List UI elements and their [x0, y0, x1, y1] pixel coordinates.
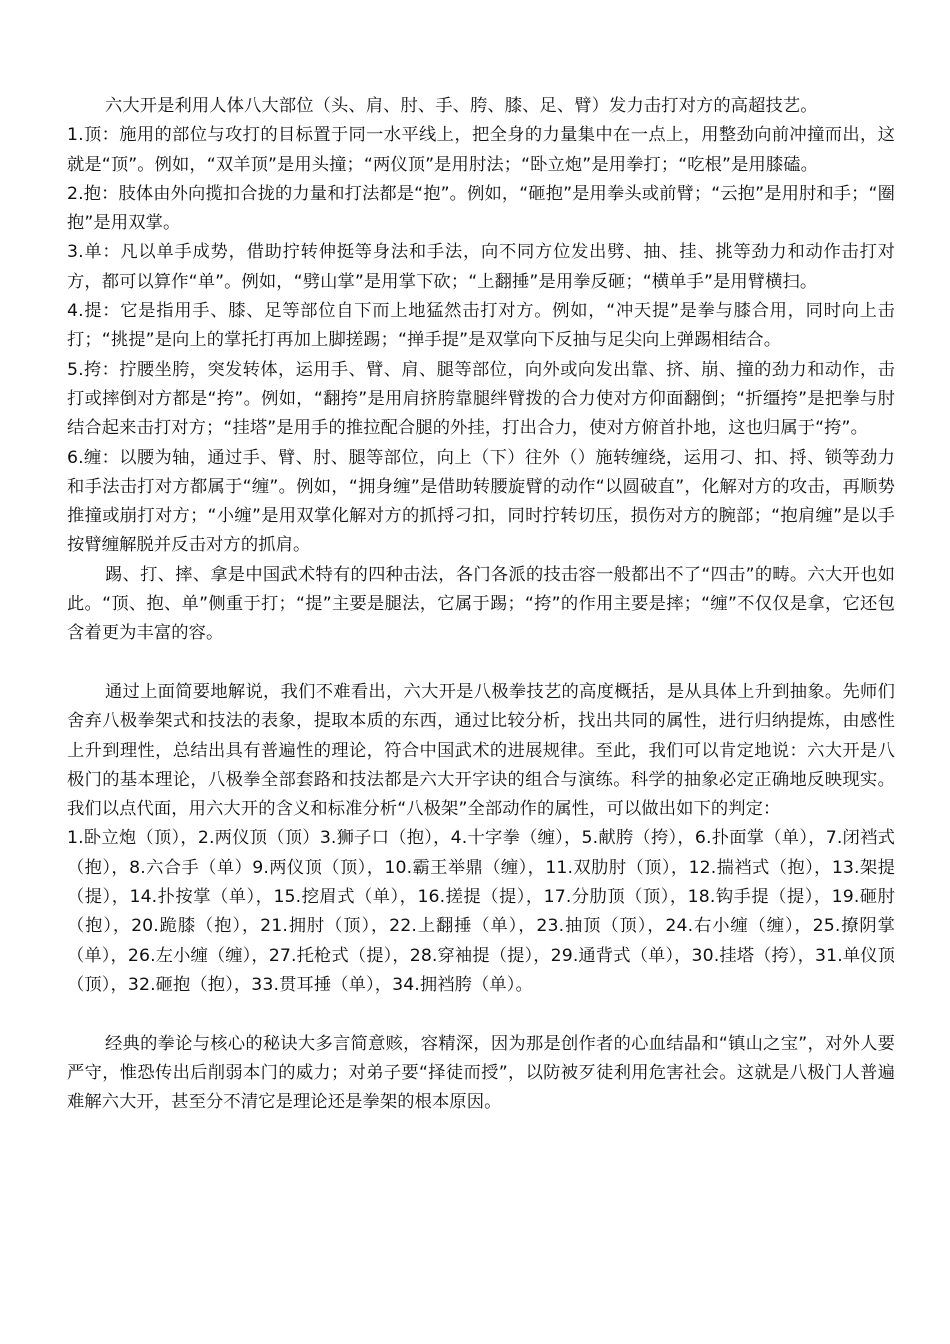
intro-paragraph: 六大开是利用人体八大部位（头、肩、肘、手、胯、膝、足、臂）发力击打对方的高超技艺。	[105, 96, 818, 116]
document-page	[67, 92, 895, 1117]
item-dan: 3.单：凡以单手成势，借助拧转伸挺等身法和手法，向不同方位发出劈、抽、挂、挑等劲力和动作击打对方，都可以算作“单”。例如，“劈山掌”是用掌下砍；“上翻捶”是用拳反砸；“横单手”是用臂横扫。	[67, 242, 895, 292]
conclusion-paragraph: 经典的拳论与核心的秘诀大多言简意赅，容精深，因为那是创作者的心血结晶和“镇山之宝”，对外人要严守，惟恐传出后削弱本门的威力；对弟子要“择徒而授”，以防被歹徒利用危害社会。这就是八极门人普遍难解六大开，甚至分不清它是理论还是拳架的根本原因。	[67, 1033, 895, 1113]
four-strikes-paragraph: 踢、打、摔、拿是中国武术特有的四种击法，各门各派的技击容一般都出不了“四击”的畴。六大开也如此。“顶、抱、单”侧重于打；“提”主要是腿法，它属于踢；“挎”的作用主要是摔；“缠”不仅仅是拿，它还包含着更为丰富的容。	[67, 564, 895, 644]
theory-paragraph: 通过上面简要地解说，我们不难看出，六大开是八极拳技艺的高度概括，是从具体上升到抽象。先师们舍弃八极拳架式和技法的表象，提取本质的东西，通过比较分析，找出共同的属性，进行归纳提炼，由感性上升到理性，总结出具有普遍性的理论，符合中国武术的进展规律。至此，我们可以肯定地说：六大开是八极门的基本理论，八极拳全部套路和技法都是六大开字诀的组合与演练。科学的抽象必定正确地反映现实。我们以点代面，用六大开的含义和标准分析“八极架”全部动作的属性，可以做出如下的判定：	[67, 681, 895, 820]
paragraph-spacer	[67, 649, 895, 678]
item-chan: 6.缠：以腰为轴，通过手、臂、肘、腿等部位，向上（下）往外（）施转缠绕，运用刁、扣、捋、锁等劲力和手法击打对方都属于“缠”。例如，“拥身缠”是借助转腰旋臂的动作“以圆破直”，化解对方的攻击，再顺势推撞或崩打对方；“小缠”是用双掌化解对方的抓捋刁扣，同时拧转切压，损伤对方的腕部；“抱肩缠”是以手按臂缠解脱并反击对方的抓肩。	[67, 447, 895, 556]
item-ti: 4.提：它是指用手、膝、足等部位自下而上地猛然击打对方。例如，“冲天提”是拳与膝合用，同时向上击打；“挑提”是向上的掌托打再加上脚搓踢；“掸手提”是双掌向下反抽与足尖向上弹踢相结合。	[67, 301, 895, 351]
item-kua: 5.挎：拧腰坐胯，突发转体，运用手、臂、肩、腿等部位，向外或向发出靠、挤、崩、撞的劲力和动作，击打或摔倒对方都是“挎”。例如，“翻挎”是用肩挤胯靠腿绊臂拨的合力使对方仰面翻倒；“折缰挎”是把拳与肘结合起来击打对方；“挂塔”是用手的推拉配合腿的外挂，打出合力，使对方俯首扑地，这也归属于“挎”。	[67, 359, 895, 439]
item-ding: 1.顶：施用的部位与攻打的目标置于同一水平线上，把全身的力量集中在一点上，用整劲向前冲撞而出，这就是“顶”。例如，“双羊顶”是用头撞；“两仪顶”是用肘法；“卧立炮”是用拳打；“吃根”是用膝磕。	[67, 125, 895, 175]
paragraph-spacer	[67, 1000, 895, 1029]
item-bao: 2.抱：肢体由外向揽扣合拢的力量和打法都是“抱”。例如，“砸抱”是用拳头或前臂；“云抱”是用肘和手；“圈抱”是用双掌。	[67, 183, 895, 234]
movement-list: 1.卧立炮（顶），2.两仪顶（顶）3.狮子口（抱），4.十字拳（缠），5.献胯（挎），6.扑面掌（单），7.闭裆式（抱），8.六合手（单）9.两仪顶（顶），10.霸王举鼎（缠），11.双肋肘（顶），12.揣裆式（抱），13.架提（提），14.扑按掌（单），15.挖眉式（单），16.搓提（提），17.分肋顶（顶），18.钩手提（提），19.砸肘（抱），20.跪膝（抱），21.拥肘（顶），22.上翻捶（单），23.抽顶（顶），24.右小缠（缠），25.撩阴掌（单），26.左小缠（缠），27.托枪式（提），28.穿袖提（提），29.通背式（单），30.挂塔（挎），31.单仪顶（顶），32.砸抱（抱），33.贯耳捶（单），34.拥裆胯（单）。	[67, 828, 895, 995]
